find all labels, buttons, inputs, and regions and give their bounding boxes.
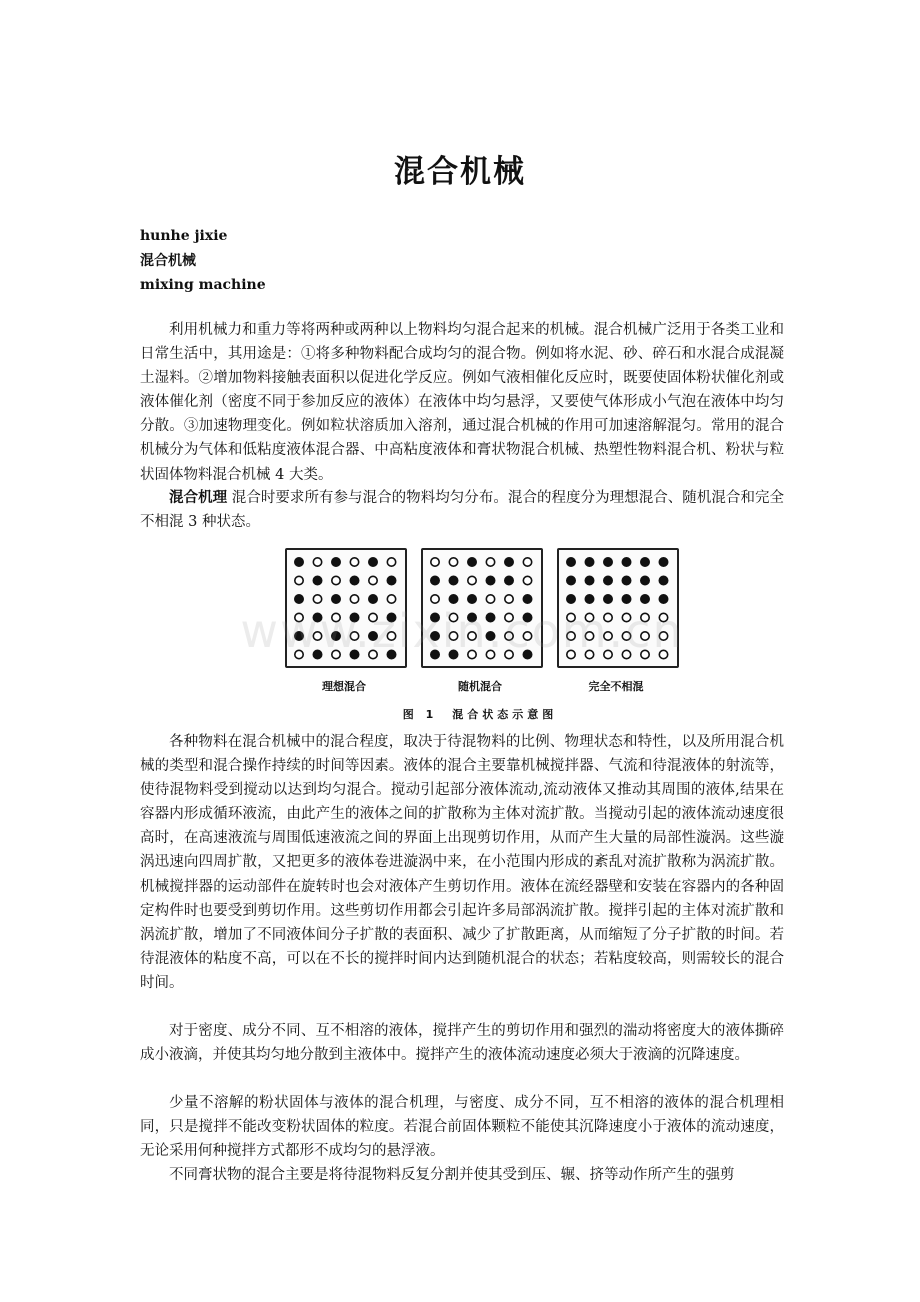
- filled-dot: [505, 576, 513, 584]
- paragraph-mechanism-text: 混合时要求所有参与混合的物料均匀分布。混合的程度分为理想混合、随机混合和完全不相混 3 种状态。: [140, 490, 785, 531]
- entry-pinyin: hunhe jixie: [140, 228, 228, 244]
- filled-dot: [313, 576, 321, 584]
- filled-dot: [622, 576, 630, 584]
- filled-dot: [641, 576, 649, 584]
- hollow-dot: [431, 558, 439, 566]
- entry-meta: [140, 224, 266, 298]
- filled-dot: [387, 576, 395, 584]
- filled-dot: [332, 558, 340, 566]
- figure-label-unmixed: 完全不相混: [588, 680, 644, 693]
- filled-dot: [659, 558, 667, 566]
- filled-dot: [431, 576, 439, 584]
- figure-caption: 图 1 混合状态示意图: [402, 708, 558, 721]
- filled-dot: [295, 595, 303, 603]
- watermark: www.zixin.com.cn: [240, 604, 684, 658]
- paragraph-mechanism: [140, 486, 784, 534]
- hollow-dot: [295, 576, 303, 584]
- term-mixing-mechanism: 混合机理: [169, 489, 228, 506]
- hollow-dot: [369, 576, 377, 584]
- hollow-dot: [523, 576, 531, 584]
- filled-dot: [295, 558, 303, 566]
- hollow-dot: [505, 595, 513, 603]
- filled-dot: [350, 576, 358, 584]
- entry-chinese: 混合机械: [140, 252, 196, 269]
- filled-dot: [468, 595, 476, 603]
- hollow-dot: [387, 595, 395, 603]
- filled-dot: [641, 558, 649, 566]
- figure-label-random: 随机混合: [458, 680, 502, 693]
- hollow-dot: [313, 595, 321, 603]
- filled-dot: [622, 558, 630, 566]
- filled-dot: [567, 576, 575, 584]
- hollow-dot: [350, 595, 358, 603]
- hollow-dot: [332, 576, 340, 584]
- filled-dot: [449, 595, 457, 603]
- filled-dot: [449, 576, 457, 584]
- filled-dot: [486, 576, 494, 584]
- hollow-dot: [313, 558, 321, 566]
- figure-label-ideal: 理想混合: [322, 680, 366, 693]
- filled-dot: [604, 558, 612, 566]
- filled-dot: [567, 558, 575, 566]
- hollow-dot: [486, 595, 494, 603]
- hollow-dot: [387, 558, 395, 566]
- paragraph-immiscible-liquids: 对于密度、成分不同、互不相溶的液体，搅拌产生的剪切作用和强烈的湍动将密度大的液体撕碎成小液滴，并使其均匀地分散到主液体中。搅拌产生的液体流动速度必须大于液滴的沉降速度。: [140, 1023, 784, 1064]
- page-title: 混合机械: [394, 154, 526, 190]
- entry-english: mixing machine: [140, 277, 266, 293]
- filled-dot: [505, 558, 513, 566]
- paragraph-paste-mixing: 不同膏状物的混合主要是将待混物料反复分割并使其受到压、辗、挤等动作所产生的强剪: [169, 1167, 735, 1183]
- filled-dot: [659, 595, 667, 603]
- hollow-dot: [350, 558, 358, 566]
- paragraph-solid-liquid: 少量不溶解的粉状固体与液体的混合机理，与密度、成分不同，互不相溶的液体的混合机理相同，只是搅拌不能改变粉状固体的粒度。若混合前固体颗粒不能使其沉降速度小于液体的流动速度，无论采用何种搅拌方式都形不成均匀的悬浮液。: [140, 1095, 784, 1160]
- filled-dot: [585, 558, 593, 566]
- hollow-dot: [449, 558, 457, 566]
- hollow-dot: [486, 558, 494, 566]
- filled-dot: [332, 595, 340, 603]
- paragraph-intro: 利用机械力和重力等将两种或两种以上物料均匀混合起来的机械。混合机械广泛用于各类工业和日常生活中，其用途是：①将多种物料配合成均匀的混合物。例如将水泥、砂、碎石和水混合成混凝土湿料。②增加物料接触表面积以促进化学反应。例如气液相催化反应时，既要使固体粉状催化剂或液体催化剂（密度不同于参加反应的液体）在液体中均匀悬浮，又要使气体形成小气泡在液体中均匀分散。③加速物理变化。例如粒状溶质加入溶剂，通过混合机械的作用可加速溶解混匀。常用的混合机械分为气体和低粘度液体混合器、中高粘度液体和膏状物混合机械、热塑性物料混合机、粉状与粒状固体物料混合机械 4 大类。: [140, 322, 784, 483]
- filled-dot: [585, 576, 593, 584]
- filled-dot: [567, 595, 575, 603]
- filled-dot: [604, 576, 612, 584]
- filled-dot: [468, 558, 476, 566]
- hollow-dot: [431, 595, 439, 603]
- filled-dot: [523, 595, 531, 603]
- filled-dot: [369, 595, 377, 603]
- filled-dot: [641, 595, 649, 603]
- hollow-dot: [468, 576, 476, 584]
- filled-dot: [604, 595, 612, 603]
- filled-dot: [659, 576, 667, 584]
- paragraph-liquid-mixing: 各种物料在混合机械中的混合程度，取决于待混物料的比例、物理状态和特性，以及所用混合机械的类型和混合操作持续的时间等因素。液体的混合主要靠机械搅拌器、气流和待混液体的射流等，使待混物料受到搅动以达到均匀混合。搅动引起部分液体流动,流动液体又推动其周围的液体,结果在容器内形成循环液流，由此产生的液体之间的扩散称为主体对流扩散。当搅动引起的液体流动速度很高时，在高速液流与周围低速液流之间的界面上出现剪切作用，从而产生大量的局部性漩涡。这些漩涡迅速向四周扩散，又把更多的液体卷进漩涡中来，在小范围内形成的紊乱对流扩散称为涡流扩散。机械搅拌器的运动部件在旋转时也会对液体产生剪切作用。液体在流经器壁和安装在容器内的各种固定构件时也要受到剪切作用。这些剪切作用都会引起许多局部涡流扩散。搅拌引起的主体对流扩散和涡流扩散，增加了不同液体间分子扩散的表面积、减少了扩散距离，从而缩短了分子扩散的时间。若待混液体的粘度不高，可以在不长的搅拌时间内达到随机混合的状态；若粘度较高，则需较长的混合时间。: [140, 734, 784, 991]
- filled-dot: [369, 558, 377, 566]
- filled-dot: [622, 595, 630, 603]
- hollow-dot: [523, 558, 531, 566]
- filled-dot: [585, 595, 593, 603]
